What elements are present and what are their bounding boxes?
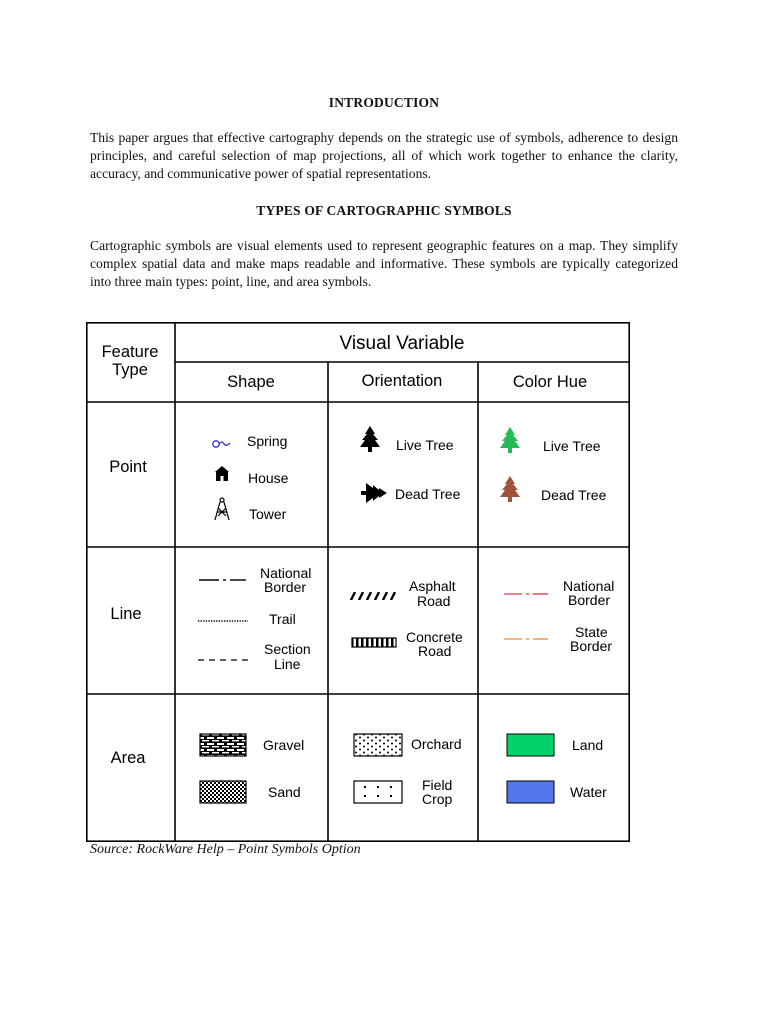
orientation-dead-tree-label: Dead Tree [395, 486, 461, 502]
national-border-label-line1: National [260, 565, 312, 581]
national-border-label-line2: Border [264, 579, 307, 595]
orientation-live-tree-label: Live Tree [396, 437, 454, 453]
asphalt-road-label-line2: Road [417, 593, 451, 609]
types-heading: TYPES OF CARTOGRAPHIC SYMBOLS [256, 203, 512, 218]
introduction-heading: INTRODUCTION [328, 95, 440, 110]
line-row-label: Line [110, 605, 142, 623]
live-tree-icon [360, 426, 380, 452]
field-crop-label-line1: Field [422, 777, 453, 793]
spring-icon [213, 441, 230, 447]
dead-tree-icon [361, 483, 387, 503]
gravel-symbol [200, 734, 246, 756]
shape-column-header: Shape [227, 373, 275, 391]
field-crop-label-line2: Crop [422, 791, 453, 807]
tower-label: Tower [249, 506, 287, 522]
trail-label: Trail [269, 611, 296, 627]
tower-icon [215, 498, 229, 520]
house-icon [215, 466, 229, 481]
concrete-road-label-line2: Road [418, 643, 452, 659]
feature-type-label-line2: Type [112, 361, 148, 379]
section-line-label-line2: Line [274, 656, 301, 672]
land-label: Land [572, 737, 604, 753]
asphalt-road-symbol [350, 592, 396, 600]
state-border-label-line2: Border [570, 638, 613, 654]
area-row-label: Area [110, 749, 146, 767]
state-border-label-line1: State [575, 624, 608, 640]
water-color-swatch [507, 781, 554, 803]
house-label: House [248, 470, 289, 486]
field-crop-symbol [354, 781, 402, 803]
color-hue-column-header: Color Hue [512, 373, 588, 391]
table-grid [86, 322, 630, 842]
concrete-road-label-line1: Concrete [406, 629, 463, 645]
green-live-tree-icon [500, 427, 520, 453]
section-line-label-line1: Section [264, 641, 311, 657]
figure-source-caption: Source: RockWare Help – Point Symbols Option [90, 842, 361, 857]
concrete-road-symbol [352, 638, 396, 647]
color-dead-tree-label: Dead Tree [541, 487, 607, 503]
feature-type-label-line1: Feature [101, 343, 159, 361]
brown-dead-tree-icon [500, 476, 520, 502]
sand-symbol [200, 781, 246, 803]
symbols-figure [86, 322, 630, 842]
water-label: Water [570, 784, 607, 800]
orientation-column-header: Orientation [361, 372, 443, 390]
asphalt-road-label-line1: Asphalt [409, 578, 456, 594]
color-live-tree-label: Live Tree [543, 438, 601, 454]
land-color-swatch [507, 734, 554, 756]
color-national-border-label-line2: Border [568, 592, 611, 608]
spring-label: Spring [247, 433, 288, 449]
sand-label: Sand [268, 784, 301, 800]
gravel-label: Gravel [263, 737, 305, 753]
color-national-border-label-line1: National [563, 578, 615, 594]
visual-variable-header: Visual Variable [339, 333, 465, 354]
point-row-label: Point [109, 458, 147, 476]
introduction-paragraph: This paper argues that effective cartography depends on the strategic use of symbols, adherence to design principles, and careful selection of map projections, all of which work together to enhance the clarity, accuracy, and communicative power of spatial representations. [90, 130, 678, 181]
types-paragraph: Cartographic symbols are visual elements used to represent geographic features on a map. They simplify complex spatial data and make maps readable and informative. These symbols are typically categorized into three main types: point, line, and area symbols. [90, 238, 678, 289]
orchard-label: Orchard [411, 736, 462, 752]
orchard-symbol [354, 734, 402, 756]
